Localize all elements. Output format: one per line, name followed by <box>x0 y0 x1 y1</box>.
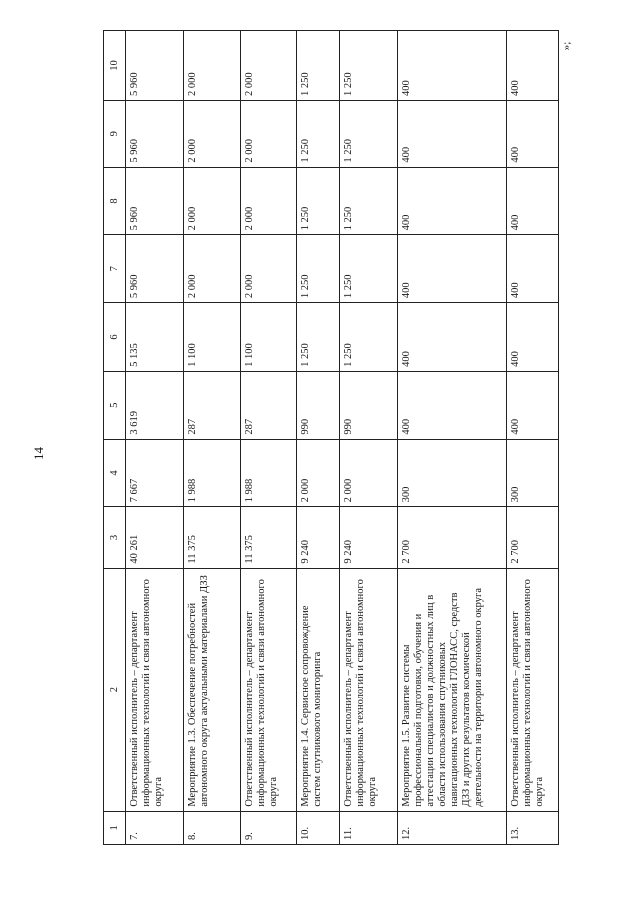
column-header: 8 <box>104 167 126 235</box>
cell-total: 9 240 <box>340 507 398 568</box>
cell-value: 5 960 <box>126 31 184 101</box>
row-number: 9. <box>241 811 297 844</box>
table-row <box>340 31 398 845</box>
cell-value: 990 <box>297 371 340 439</box>
cell-value: 2 000 <box>340 439 398 507</box>
cell-value: 1 250 <box>297 235 340 303</box>
cell-value: 1 250 <box>340 31 398 101</box>
cell-value: 2 000 <box>184 100 241 167</box>
row-number: 11. <box>340 811 398 844</box>
cell-value: 2 000 <box>297 439 340 507</box>
cell-value: 2 000 <box>241 235 297 303</box>
cell-value: 2 000 <box>184 167 241 235</box>
row-number: 12. <box>398 811 507 844</box>
cell-value: 2 000 <box>241 100 297 167</box>
column-header: 7 <box>104 235 126 303</box>
page-number: 14 <box>31 447 46 460</box>
cell-total: 11 375 <box>184 507 241 568</box>
table-row <box>241 31 297 845</box>
cell-value: 400 <box>507 371 559 439</box>
cell-value: 1 988 <box>241 439 297 507</box>
cell-value: 1 250 <box>297 100 340 167</box>
row-description: Ответственный исполнитель – департамент информационных технологий и связи автономного округа <box>241 568 297 811</box>
cell-total: 11 375 <box>241 507 297 568</box>
row-description: Мероприятие 1.3. Обеспечение потребностей автономного округа актуальными материалами ДЗЗ <box>184 568 241 811</box>
column-header: 1 <box>104 811 126 844</box>
row-description: Ответственный исполнитель – департамент информационных технологий и связи автономного округа <box>126 568 184 811</box>
cell-total: 2 700 <box>398 507 507 568</box>
column-header: 2 <box>104 568 126 811</box>
cell-value: 1 250 <box>297 303 340 372</box>
row-number: 10. <box>297 811 340 844</box>
row-number: 8. <box>184 811 241 844</box>
table-row <box>297 31 340 845</box>
row-number: 7. <box>126 811 184 844</box>
row-number: 13. <box>507 811 559 844</box>
cell-value: 400 <box>398 100 507 167</box>
cell-value: 5 135 <box>126 303 184 372</box>
cell-value: 990 <box>340 371 398 439</box>
cell-value: 7 667 <box>126 439 184 507</box>
column-header: 9 <box>104 100 126 167</box>
cell-value: 5 960 <box>126 235 184 303</box>
cell-value: 400 <box>398 31 507 101</box>
cell-value: 1 100 <box>241 303 297 372</box>
cell-value: 5 960 <box>126 167 184 235</box>
cell-value: 400 <box>507 31 559 101</box>
cell-value: 400 <box>398 167 507 235</box>
cell-value: 3 619 <box>126 371 184 439</box>
cell-value: 1 250 <box>297 167 340 235</box>
cell-value: 300 <box>507 439 559 507</box>
cell-value: 1 250 <box>340 100 398 167</box>
table-row <box>126 31 184 845</box>
column-header: 6 <box>104 303 126 372</box>
cell-value: 1 100 <box>184 303 241 372</box>
cell-value: 1 250 <box>340 303 398 372</box>
cell-value: 1 988 <box>184 439 241 507</box>
cell-value: 2 000 <box>184 31 241 101</box>
cell-value: 400 <box>398 235 507 303</box>
table-row <box>398 31 507 845</box>
cell-value: 2 000 <box>241 167 297 235</box>
cell-value: 287 <box>184 371 241 439</box>
cell-value: 400 <box>507 167 559 235</box>
row-description: Мероприятие 1.5. Развитие системы профессиональной подготовки, обучения и аттестации специалистов и должностных лиц в области использования спутниковых навигационных технологий ГЛОНАСС, средств ДЗЗ и других результатов космической деятельности на территории автономного округа <box>398 568 507 811</box>
closing-quote-mark: »; <box>560 41 573 51</box>
cell-total: 2 700 <box>507 507 559 568</box>
row-description: Ответственный исполнитель – департамент информационных технологий и связи автономного округа <box>340 568 398 811</box>
cell-value: 400 <box>398 371 507 439</box>
cell-value: 5 960 <box>126 100 184 167</box>
row-description: Мероприятие 1.4. Сервисное сопровождение систем спутникового мониторинга <box>297 568 340 811</box>
cell-value: 300 <box>398 439 507 507</box>
table-row <box>507 31 559 845</box>
budget-table <box>103 30 559 845</box>
cell-value: 400 <box>507 303 559 372</box>
rotated-table-wrapper <box>103 30 553 845</box>
cell-value: 2 000 <box>241 31 297 101</box>
cell-value: 1 250 <box>340 167 398 235</box>
cell-value: 2 000 <box>184 235 241 303</box>
table-row <box>184 31 241 845</box>
cell-value: 400 <box>507 235 559 303</box>
cell-value: 1 250 <box>297 31 340 101</box>
column-header: 5 <box>104 371 126 439</box>
header-row <box>104 31 126 845</box>
column-header: 10 <box>104 31 126 101</box>
column-header: 3 <box>104 507 126 568</box>
row-description: Ответственный исполнитель – департамент информационных технологий и связи автономного округа <box>507 568 559 811</box>
cell-value: 400 <box>398 303 507 372</box>
cell-value: 400 <box>507 100 559 167</box>
cell-total: 40 261 <box>126 507 184 568</box>
cell-value: 1 250 <box>340 235 398 303</box>
cell-total: 9 240 <box>297 507 340 568</box>
column-header: 4 <box>104 439 126 507</box>
cell-value: 287 <box>241 371 297 439</box>
